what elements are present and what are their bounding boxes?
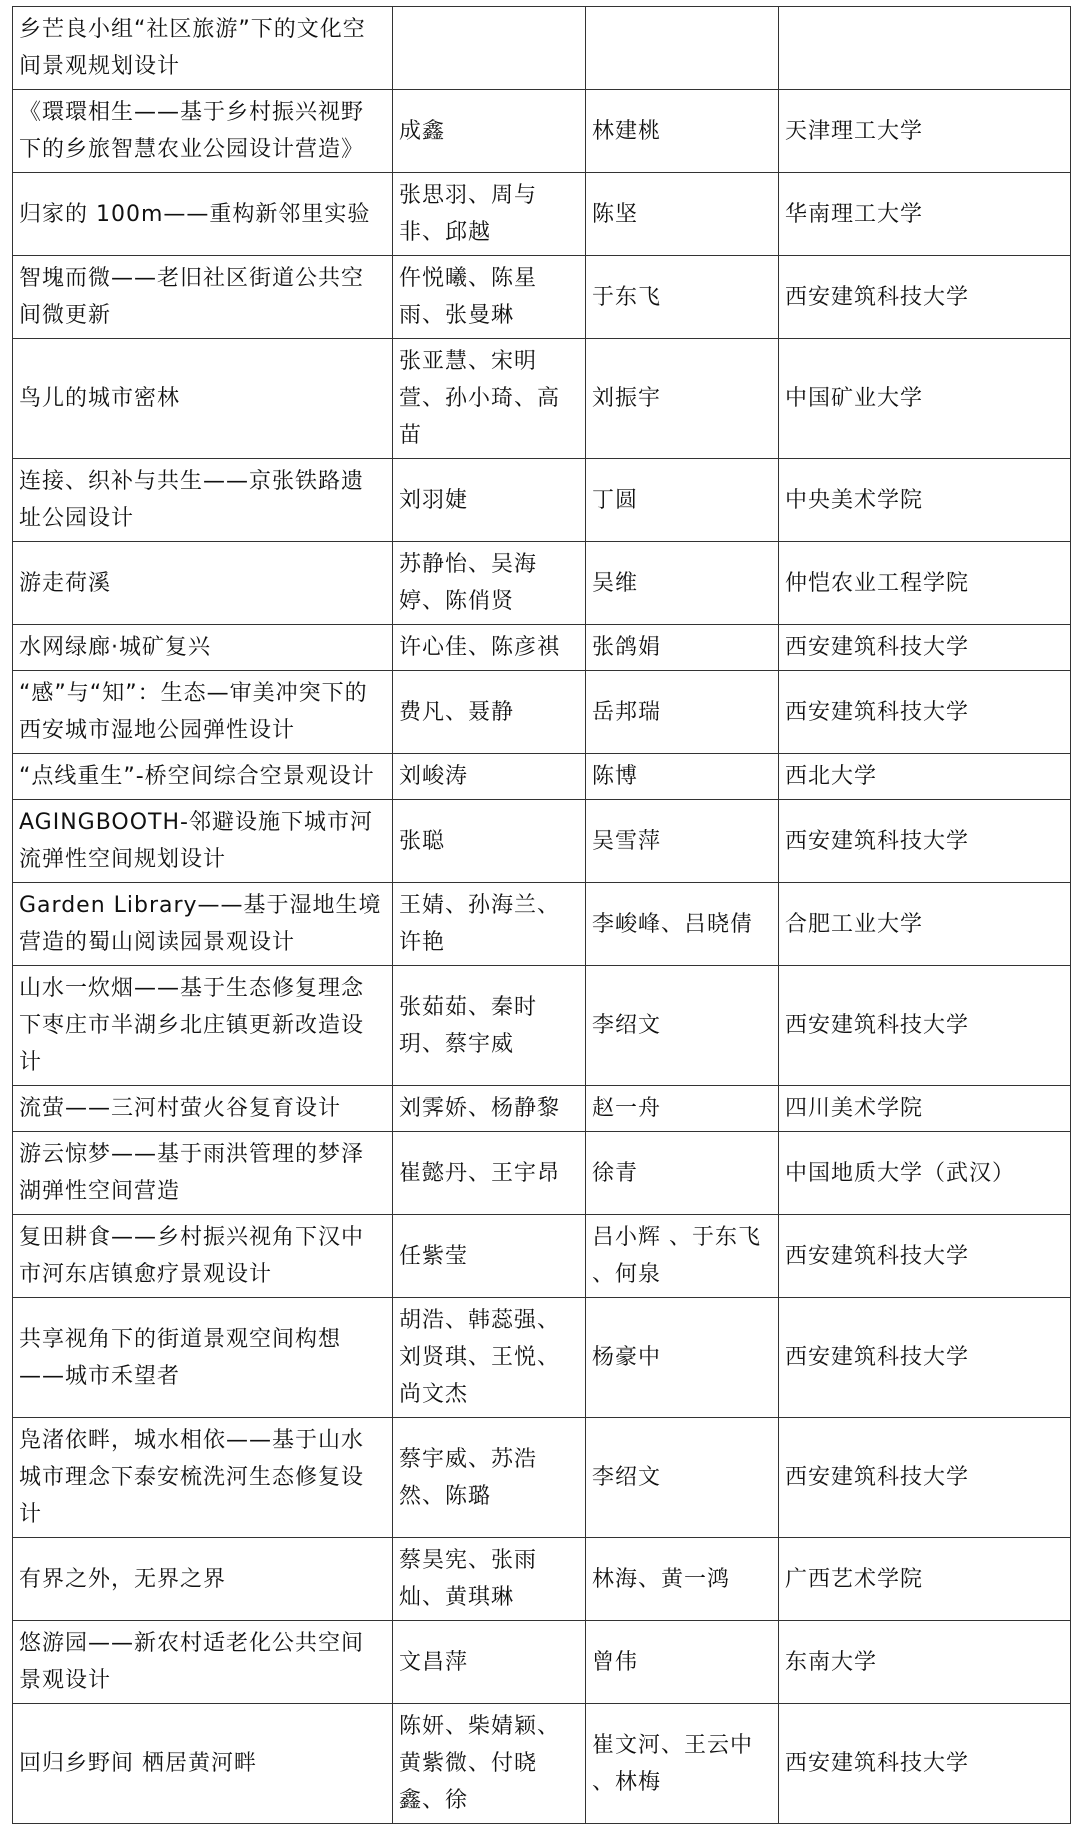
cell-project-title: 智塊而微——老旧社区街道公共空间微更新 bbox=[13, 256, 393, 339]
table-row bbox=[13, 1418, 1071, 1538]
cell-team-members: 刘霁娇、杨静黎 bbox=[393, 1086, 586, 1132]
cell-advisor: 徐青 bbox=[586, 1132, 779, 1215]
cell-school: 中国地质大学（武汉） bbox=[779, 1132, 1071, 1215]
cell-school: 西安建筑科技大学 bbox=[779, 1704, 1071, 1824]
cell-school: 中国矿业大学 bbox=[779, 339, 1071, 459]
cell-team-members: 仵悦曦、陈星雨、张曼琳 bbox=[393, 256, 586, 339]
cell-advisor: 李绍文 bbox=[586, 966, 779, 1086]
cell-advisor: 林建桃 bbox=[586, 90, 779, 173]
cell-team-members: 蔡昊宪、张雨灿、黄琪琳 bbox=[393, 1538, 586, 1621]
cell-team-members bbox=[393, 7, 586, 90]
cell-team-members: 任紫莹 bbox=[393, 1215, 586, 1298]
cell-advisor: 林海、黄一鸿 bbox=[586, 1538, 779, 1621]
cell-advisor: 丁圆 bbox=[586, 459, 779, 542]
cell-team-members: 张亚慧、宋明萱、孙小琦、高苗 bbox=[393, 339, 586, 459]
cell-school: 天津理工大学 bbox=[779, 90, 1071, 173]
table-row bbox=[13, 1132, 1071, 1215]
table-row bbox=[13, 966, 1071, 1086]
cell-project-title: 凫渚依畔，城水相依——基于山水城市理念下泰安梳洗河生态修复设计 bbox=[13, 1418, 393, 1538]
cell-team-members: 许心佳、陈彦祺 bbox=[393, 625, 586, 671]
table-row bbox=[13, 1621, 1071, 1704]
cell-school: 西安建筑科技大学 bbox=[779, 1215, 1071, 1298]
cell-team-members: 费凡、聂静 bbox=[393, 671, 586, 754]
cell-advisor: 张鸽娟 bbox=[586, 625, 779, 671]
table-row bbox=[13, 754, 1071, 800]
cell-project-title: 《環環相生——基于乡村振兴视野下的乡旅智慧农业公园设计营造》 bbox=[13, 90, 393, 173]
cell-advisor: 吕小辉 、于东飞 、何泉 bbox=[586, 1215, 779, 1298]
cell-team-members: 崔懿丹、王宇昂 bbox=[393, 1132, 586, 1215]
cell-project-title: 流萤——三河村萤火谷复育设计 bbox=[13, 1086, 393, 1132]
cell-advisor bbox=[586, 7, 779, 90]
cell-school: 西安建筑科技大学 bbox=[779, 1298, 1071, 1418]
cell-project-title: 复田耕食——乡村振兴视角下汉中市河东店镇愈疗景观设计 bbox=[13, 1215, 393, 1298]
cell-advisor: 于东飞 bbox=[586, 256, 779, 339]
cell-project-title: AGINGBOOTH-邻避设施下城市河流弹性空间规划设计 bbox=[13, 800, 393, 883]
cell-school: 华南理工大学 bbox=[779, 173, 1071, 256]
table-row bbox=[13, 671, 1071, 754]
cell-project-title: 有界之外，无界之界 bbox=[13, 1538, 393, 1621]
cell-advisor: 陈博 bbox=[586, 754, 779, 800]
cell-project-title: 乡芒良小组“社区旅游”下的文化空间景观规划设计 bbox=[13, 7, 393, 90]
cell-team-members: 张茹茹、秦时玥、蔡宇威 bbox=[393, 966, 586, 1086]
table-row bbox=[13, 7, 1071, 90]
cell-school: 四川美术学院 bbox=[779, 1086, 1071, 1132]
table-body bbox=[13, 7, 1071, 1824]
cell-school bbox=[779, 7, 1071, 90]
cell-advisor: 杨豪中 bbox=[586, 1298, 779, 1418]
cell-team-members: 文昌萍 bbox=[393, 1621, 586, 1704]
table-row bbox=[13, 1298, 1071, 1418]
cell-school: 中央美术学院 bbox=[779, 459, 1071, 542]
table-row bbox=[13, 339, 1071, 459]
cell-project-title: 游走荷溪 bbox=[13, 542, 393, 625]
cell-project-title: “点线重生”-桥空间综合空景观设计 bbox=[13, 754, 393, 800]
cell-school: 西安建筑科技大学 bbox=[779, 966, 1071, 1086]
cell-project-title: 回归乡野间 栖居黄河畔 bbox=[13, 1704, 393, 1824]
cell-team-members: 刘峻涛 bbox=[393, 754, 586, 800]
table-row bbox=[13, 90, 1071, 173]
cell-advisor: 吴维 bbox=[586, 542, 779, 625]
cell-project-title: 悠游园——新农村适老化公共空间景观设计 bbox=[13, 1621, 393, 1704]
cell-project-title: 共享视角下的街道景观空间构想——城市禾望者 bbox=[13, 1298, 393, 1418]
cell-project-title: “感”与“知”：生态—审美冲突下的西安城市湿地公园弹性设计 bbox=[13, 671, 393, 754]
cell-advisor: 崔文河、王云中 、林梅 bbox=[586, 1704, 779, 1824]
table-row bbox=[13, 173, 1071, 256]
cell-team-members: 陈妍、柴婧颖、黄紫微、付晓鑫、徐 bbox=[393, 1704, 586, 1824]
cell-team-members: 苏静怡、吴海婷、陈俏贤 bbox=[393, 542, 586, 625]
cell-school: 广西艺术学院 bbox=[779, 1538, 1071, 1621]
cell-project-title: 鸟儿的城市密林 bbox=[13, 339, 393, 459]
table-row bbox=[13, 883, 1071, 966]
table-row bbox=[13, 1086, 1071, 1132]
cell-team-members: 张聪 bbox=[393, 800, 586, 883]
award-table bbox=[12, 6, 1071, 1824]
cell-team-members: 王婧、孙海兰、许艳 bbox=[393, 883, 586, 966]
cell-team-members: 胡浩、韩蕊强、刘贤琪、王悦、尚文杰 bbox=[393, 1298, 586, 1418]
cell-advisor: 岳邦瑞 bbox=[586, 671, 779, 754]
cell-school: 东南大学 bbox=[779, 1621, 1071, 1704]
cell-advisor: 吴雪萍 bbox=[586, 800, 779, 883]
cell-advisor: 李峻峰、吕晓倩 bbox=[586, 883, 779, 966]
table-row bbox=[13, 1215, 1071, 1298]
cell-team-members: 刘羽婕 bbox=[393, 459, 586, 542]
cell-advisor: 李绍文 bbox=[586, 1418, 779, 1538]
table-row bbox=[13, 459, 1071, 542]
table-row bbox=[13, 625, 1071, 671]
table-row bbox=[13, 1704, 1071, 1824]
cell-project-title: 游云惊梦——基于雨洪管理的梦泽湖弹性空间营造 bbox=[13, 1132, 393, 1215]
document-page bbox=[12, 6, 1070, 1824]
cell-school: 仲恺农业工程学院 bbox=[779, 542, 1071, 625]
cell-school: 西安建筑科技大学 bbox=[779, 1418, 1071, 1538]
cell-advisor: 刘振宇 bbox=[586, 339, 779, 459]
cell-school: 西安建筑科技大学 bbox=[779, 256, 1071, 339]
cell-team-members: 蔡宇威、苏浩然、陈璐 bbox=[393, 1418, 586, 1538]
cell-project-title: 水网绿廊·城矿复兴 bbox=[13, 625, 393, 671]
cell-school: 西北大学 bbox=[779, 754, 1071, 800]
cell-project-title: 山水一炊烟——基于生态修复理念下枣庄市半湖乡北庄镇更新改造设计 bbox=[13, 966, 393, 1086]
cell-team-members: 张思羽、周与非、邱越 bbox=[393, 173, 586, 256]
cell-school: 西安建筑科技大学 bbox=[779, 671, 1071, 754]
cell-project-title: Garden Library——基于湿地生境营造的蜀山阅读园景观设计 bbox=[13, 883, 393, 966]
cell-project-title: 归家的 100m——重构新邻里实验 bbox=[13, 173, 393, 256]
cell-team-members: 成鑫 bbox=[393, 90, 586, 173]
table-row bbox=[13, 1538, 1071, 1621]
table-row bbox=[13, 800, 1071, 883]
cell-advisor: 曾伟 bbox=[586, 1621, 779, 1704]
cell-school: 合肥工业大学 bbox=[779, 883, 1071, 966]
cell-project-title: 连接、织补与共生——京张铁路遗址公园设计 bbox=[13, 459, 393, 542]
table-row bbox=[13, 256, 1071, 339]
cell-school: 西安建筑科技大学 bbox=[779, 800, 1071, 883]
cell-school: 西安建筑科技大学 bbox=[779, 625, 1071, 671]
cell-advisor: 赵一舟 bbox=[586, 1086, 779, 1132]
table-row bbox=[13, 542, 1071, 625]
cell-advisor: 陈坚 bbox=[586, 173, 779, 256]
